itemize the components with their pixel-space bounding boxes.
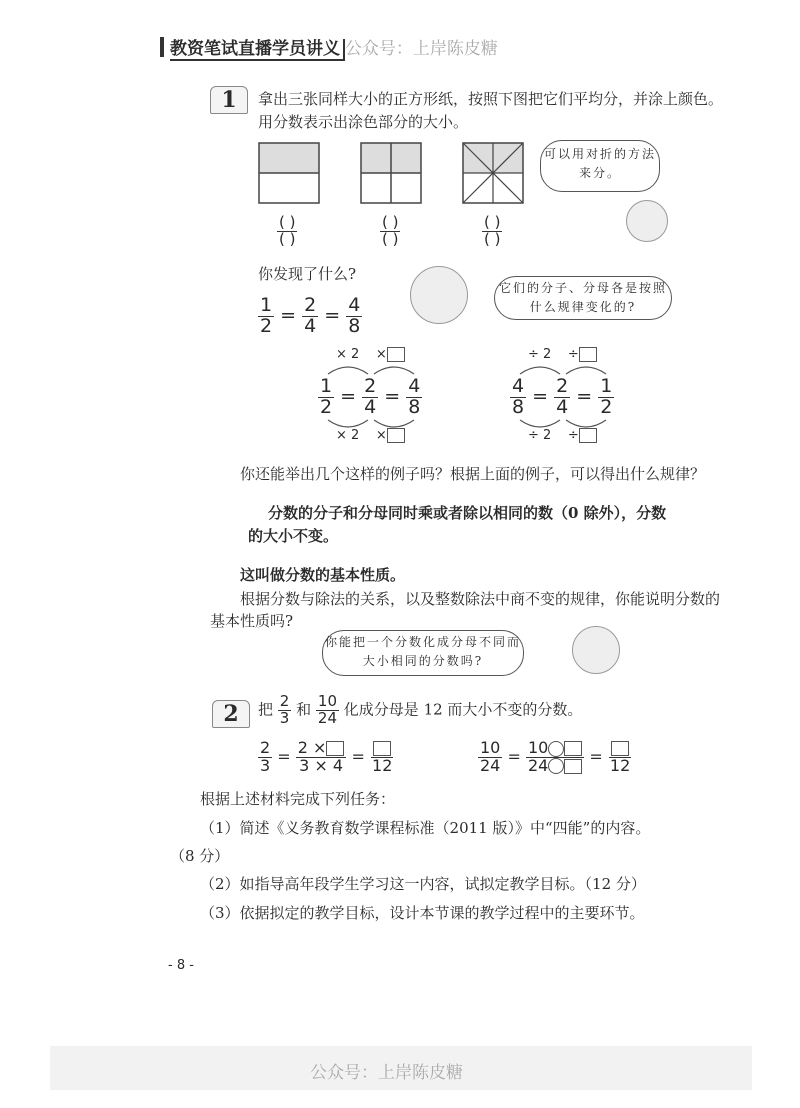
rule-line-1: 分数的分子和分母同时乘或者除以相同的数（0 除外），分数 bbox=[268, 504, 667, 522]
property-name: 这叫做分数的基本性质。 bbox=[240, 566, 406, 584]
calc-2: $\frac{10}{24}$ = $\frac{10}{24}$ = 12 bbox=[480, 738, 631, 775]
equation-1: $\frac{1}{2}$ = $\frac{2}{4}$ = $\frac{4}{8}$ bbox=[260, 294, 361, 337]
task-2: （2）如指导高年段学生学习这一内容，试拟定教学目标。（12 分） bbox=[200, 875, 646, 893]
header-watermark: 公众号：上岸陈皮糖 bbox=[344, 39, 498, 59]
page-number: - 8 - bbox=[168, 958, 194, 973]
problem-1-line1: 拿出三张同样大小的正方形纸，按照下图把它们平均分，并涂上颜色。 bbox=[258, 90, 724, 108]
div-bottom: ÷ 2 ÷ bbox=[528, 428, 597, 443]
problem-2-statement: 把 $\frac{2}{3}$ 和 $\frac{10}{24}$ 化成分母是 12 而大小不变的分数。 bbox=[258, 692, 583, 727]
task-3: （3）依据拟定的教学目标，设计本节课的教学过程中的主要环节。 bbox=[200, 904, 645, 922]
task-1: （1）简述《义务教育数学课程标准（2011 版）》中“四能”的内容。 bbox=[200, 819, 651, 837]
problem-1-line2: 用分数表示出涂色部分的大小。 bbox=[258, 113, 469, 131]
explain-line-2: 基本性质吗? bbox=[210, 612, 294, 630]
square-halves bbox=[258, 142, 320, 204]
calc-1: $\frac{2}{3}$ = $\frac{2 \times}{3 \times 4}$ = 12 bbox=[260, 738, 393, 775]
square-quarters bbox=[360, 142, 422, 204]
explain-line-1: 根据分数与除法的关系，以及整数除法中商不变的规律，你能说明分数的 bbox=[240, 590, 721, 608]
rule-line-2: 的大小不变。 bbox=[248, 527, 339, 545]
square-eighths bbox=[462, 142, 524, 204]
hint-bubble-1: 可以用对折的方法来分。 bbox=[540, 140, 660, 192]
blank-fraction-1: ( ) ( ) bbox=[279, 213, 296, 248]
tasks-intro: 根据上述材料完成下列任务： bbox=[200, 790, 396, 808]
blank-fraction-2: ( ) ( ) bbox=[382, 213, 399, 248]
equation-2: $\frac{1}{2}$ = $\frac{2}{4}$ = $\frac{4}{8}$ bbox=[320, 375, 421, 418]
cartoon-kid-icon bbox=[626, 200, 668, 242]
footer-watermark: 公众号：上岸陈皮糖 bbox=[310, 1063, 463, 1083]
blank-fraction-3: ( ) ( ) bbox=[484, 213, 501, 248]
header-bar bbox=[160, 37, 164, 57]
hint-bubble-3: 你能把一个分数化成分母不同而大小相同的分数吗? bbox=[322, 630, 524, 676]
discover-question: 你发现了什么? bbox=[258, 265, 357, 283]
page-header bbox=[160, 34, 498, 59]
task-1-score: （8 分） bbox=[170, 847, 230, 865]
times-top: × 2 × bbox=[336, 347, 405, 362]
problem-1-badge: 1 bbox=[210, 86, 248, 114]
equation-3: $\frac{4}{8}$ = $\frac{2}{4}$ = $\frac{1}{2}$ bbox=[512, 375, 613, 418]
cartoon-kid-icon bbox=[572, 626, 620, 674]
cartoon-kid-icon bbox=[410, 266, 468, 324]
times-bottom: × 2 × bbox=[336, 428, 405, 443]
hint-bubble-2: 它们的分子、分母各是按照什么规律变化的? bbox=[494, 276, 672, 320]
problem-2-badge: 2 bbox=[212, 700, 250, 728]
header-title: 教资笔试直播学员讲义 bbox=[170, 39, 345, 61]
examples-question: 你还能举出几个这样的例子吗？根据上面的例子，可以得出什么规律？ bbox=[240, 465, 706, 483]
div-top: ÷ 2 ÷ bbox=[528, 347, 597, 362]
